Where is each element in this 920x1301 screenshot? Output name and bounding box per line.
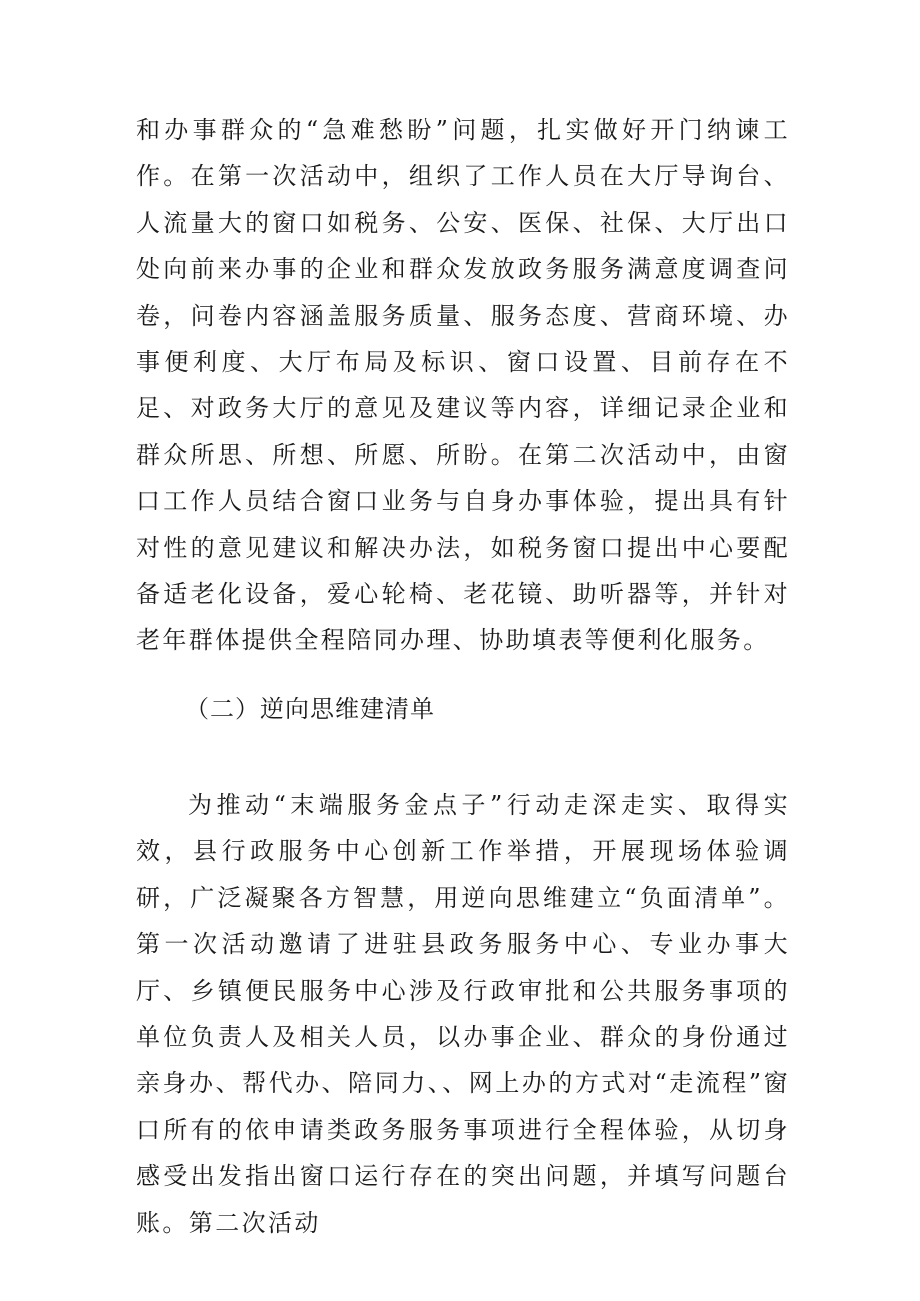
section-heading: （二）逆向思维建清单 (185, 695, 435, 723)
body-paragraph-2: 为推动“末端服务金点子”行动走深走实、取得实效，县行政服务中心创新工作举措，开展现场体验调研，广泛凝聚各方智慧，用逆向思维建立“负面清单”。第一次活动邀请了进驻县政务服务中心、专业办事大厅、乡镇便民服务中心涉及行政审批和公共服务事项的单位负责人及相关人员，以办事企业、群众的身份通过亲身办、帮代办、陪同力、、网上办的方式对“走流程”窗口所有的依申请类政务服务事项进行全程体验，从切身感受出发指出窗口运行存在的突出问题，并填写问题台账。第二次活动 (136, 791, 790, 1237)
body-paragraph-1: 和办事群众的“急难愁盼”问题，扎实做好开门纳谏工作。在第一次活动中，组织了工作人员在大厅导询台、人流量大的窗口如税务、公安、医保、社保、大厅出口处向前来办事的企业和群众发放政务服务满意度调查问卷，问卷内容涵盖服务质量、服务态度、营商环境、办事便利度、大厅布局及标识、窗口设置、目前存在不足、对政务大厅的意见及建议等内容，详细记录企业和群众所思、所想、所愿、所盼。在第二次活动中，由窗口工作人员结合窗口业务与自身办事体验，提出具有针对性的意见建议和解决办法，如税务窗口提出中心要配备适老化设备，爱心轮椅、老花镜、助听器等，并针对老年群体提供全程陪同办理、协助填表等便利化服务。 (136, 116, 790, 655)
